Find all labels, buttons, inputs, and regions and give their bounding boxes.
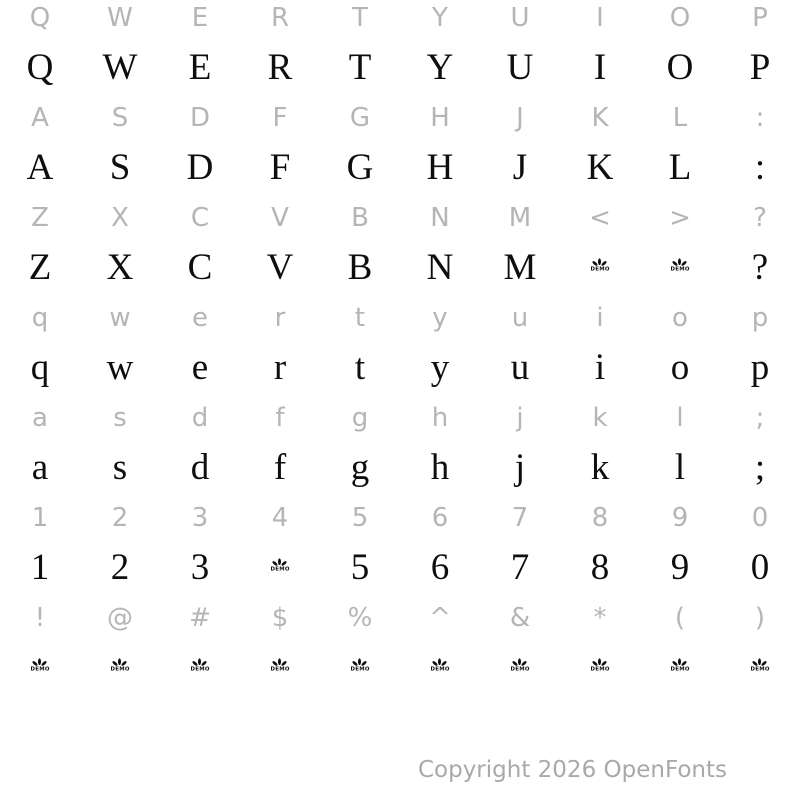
glyph-cell: Y (426, 46, 454, 88)
glyph-cell: e (192, 303, 208, 333)
demo-glyph-label: DEMO (510, 666, 530, 673)
glyph-cell: : (754, 146, 766, 188)
glyph-cell: L (672, 103, 688, 133)
glyph-cell: M (503, 246, 537, 288)
demo-restricted-glyph (560, 240, 640, 294)
demo-glyph-label: DEMO (590, 266, 610, 273)
glyph-cell: D (189, 103, 211, 133)
glyph-cell: % (347, 603, 373, 633)
glyph-cell: < (589, 203, 611, 233)
lowercase-top-row-demo-font-row (0, 340, 800, 394)
demo-restricted-glyph (720, 640, 800, 694)
glyph-cell: l (676, 403, 684, 433)
glyph-cell: $ (271, 603, 289, 633)
glyph-cell: 3 (191, 503, 209, 533)
glyph-cell: o (670, 346, 690, 388)
glyph-cell: K (591, 103, 609, 133)
glyph-cell: > (669, 203, 691, 233)
glyph-cell: L (668, 146, 692, 188)
lowercase-top-row-fallback-preview-row (0, 298, 800, 338)
demo-glyph (664, 658, 696, 676)
glyph-cell: I (593, 46, 607, 88)
glyph-cell: N (430, 203, 450, 233)
glyph-cell: : (755, 103, 765, 133)
glyph-cell: B (351, 203, 369, 233)
uppercase-bottom-row-demo-font-row (0, 240, 800, 294)
glyph-cell: T (352, 3, 368, 33)
glyph-cell: k (592, 403, 608, 433)
glyph-cell: 6 (431, 503, 449, 533)
glyph-cell: j (516, 403, 524, 433)
glyph-cell: u (511, 303, 529, 333)
glyph-cell: g (351, 403, 369, 433)
glyph-cell: 1 (31, 503, 49, 533)
glyph-cell: y (430, 346, 450, 388)
glyph-cell: B (347, 246, 373, 288)
glyph-cell: 9 (670, 546, 690, 588)
glyph-cell: 5 (351, 503, 369, 533)
glyph-cell: U (506, 46, 534, 88)
demo-glyph (264, 558, 296, 576)
glyph-cell: 6 (430, 546, 450, 588)
glyph-cell: i (596, 303, 604, 333)
uppercase-home-row-demo-font-row (0, 140, 800, 194)
demo-restricted-glyph (400, 640, 480, 694)
demo-restricted-glyph (480, 640, 560, 694)
demo-glyph (264, 658, 296, 676)
demo-glyph (344, 658, 376, 676)
glyph-cell: Q (26, 46, 54, 88)
glyph-cell: ? (751, 246, 769, 288)
glyph-cell: p (750, 346, 770, 388)
uppercase-bottom-row-fallback-preview-row (0, 198, 800, 238)
demo-glyph (584, 258, 616, 276)
glyph-cell: V (266, 246, 294, 288)
digits-row-fallback-preview-row (0, 498, 800, 538)
glyph-cell: X (106, 246, 134, 288)
demo-restricted-glyph (320, 640, 400, 694)
glyph-cell: H (426, 146, 454, 188)
glyph-cell: h (431, 403, 449, 433)
demo-glyph-label: DEMO (30, 666, 50, 673)
glyph-cell: ! (34, 603, 46, 633)
demo-restricted-glyph (560, 640, 640, 694)
glyph-cell: ( (674, 603, 686, 633)
band-lowercase-top-row (0, 300, 800, 400)
glyph-cell: I (596, 3, 604, 33)
glyph-cell: E (188, 46, 212, 88)
demo-glyph-label: DEMO (270, 566, 290, 573)
demo-glyph-label: DEMO (270, 666, 290, 673)
demo-glyph (744, 658, 776, 676)
glyph-cell: a (32, 403, 48, 433)
glyph-cell: p (751, 303, 769, 333)
glyph-cell: W (107, 3, 133, 33)
glyph-cell: V (271, 203, 289, 233)
glyph-cell: a (31, 446, 49, 488)
glyph-cell: D (186, 146, 214, 188)
glyph-cell: r (274, 303, 286, 333)
demo-restricted-glyph (640, 640, 720, 694)
glyph-cell: * (593, 603, 607, 633)
glyph-cell: E (191, 3, 209, 33)
demo-glyph (584, 658, 616, 676)
demo-glyph (504, 658, 536, 676)
uppercase-home-row-fallback-preview-row (0, 98, 800, 138)
glyph-cell: 5 (350, 546, 370, 588)
band-symbols-row (0, 600, 800, 700)
demo-glyph (424, 658, 456, 676)
glyph-cell: g (350, 446, 370, 488)
glyph-cell: l (674, 446, 686, 488)
glyph-cell: F (272, 103, 288, 133)
demo-glyph-label: DEMO (430, 666, 450, 673)
glyph-cell: @ (107, 603, 133, 633)
glyph-cell: R (270, 3, 290, 33)
glyph-cell: # (189, 603, 211, 633)
symbols-row-demo-font-row (0, 640, 800, 694)
glyph-cell: O (669, 3, 691, 33)
demo-restricted-glyph (160, 640, 240, 694)
glyph-cell: d (191, 403, 209, 433)
glyph-cell: q (31, 303, 49, 333)
glyph-cell: W (102, 46, 138, 88)
glyph-cell: 7 (511, 503, 529, 533)
demo-restricted-glyph (0, 640, 80, 694)
band-uppercase-top-row (0, 0, 800, 100)
glyph-cell: ) (754, 603, 766, 633)
demo-glyph-label: DEMO (350, 666, 370, 673)
glyph-cell: G (346, 146, 374, 188)
glyph-cell: t (354, 346, 366, 388)
glyph-cell: y (432, 303, 448, 333)
glyph-cell: d (190, 446, 210, 488)
glyph-cell: 0 (751, 503, 769, 533)
glyph-cell: Q (29, 3, 51, 33)
glyph-cell: h (430, 446, 450, 488)
glyph-cell: o (672, 303, 688, 333)
glyph-cell: A (26, 146, 54, 188)
glyph-cell: k (590, 446, 610, 488)
glyph-cell: j (514, 446, 526, 488)
demo-restricted-glyph (640, 240, 720, 294)
lowercase-home-row-demo-font-row (0, 440, 800, 494)
glyph-cell: w (109, 303, 131, 333)
symbols-row-fallback-preview-row (0, 598, 800, 638)
glyph-cell: S (111, 103, 129, 133)
glyph-cell: P (752, 3, 768, 33)
glyph-cell: Z (28, 246, 52, 288)
demo-restricted-glyph (240, 640, 320, 694)
demo-glyph (184, 658, 216, 676)
glyph-cell: G (349, 103, 371, 133)
band-digits-row (0, 500, 800, 600)
demo-glyph-label: DEMO (110, 666, 130, 673)
glyph-cell: J (516, 103, 524, 133)
glyph-cell: 1 (30, 546, 50, 588)
glyph-cell: 9 (671, 503, 689, 533)
glyph-cell: u (510, 346, 530, 388)
glyph-cell: X (111, 203, 129, 233)
glyph-cell: r (273, 346, 287, 388)
glyph-cell: A (31, 103, 49, 133)
glyph-cell: 0 (750, 546, 770, 588)
glyph-cell: M (508, 203, 532, 233)
demo-glyph-label: DEMO (750, 666, 770, 673)
uppercase-top-row-fallback-preview-row (0, 0, 800, 38)
glyph-cell: 2 (111, 503, 129, 533)
glyph-cell: O (666, 46, 694, 88)
glyph-cell: f (275, 403, 285, 433)
glyph-cell: H (430, 103, 450, 133)
glyph-cell: N (426, 246, 454, 288)
uppercase-top-row-demo-font-row (0, 40, 800, 94)
glyph-cell: R (267, 46, 293, 88)
glyph-cell: 8 (591, 503, 609, 533)
glyph-cell: 4 (271, 503, 289, 533)
glyph-cell: s (112, 446, 128, 488)
glyph-cell: C (190, 203, 210, 233)
demo-glyph (664, 258, 696, 276)
glyph-cell: s (113, 403, 127, 433)
glyph-cell: Z (31, 203, 49, 233)
glyph-cell: 8 (590, 546, 610, 588)
glyph-cell: U (510, 3, 530, 33)
demo-glyph-label: DEMO (670, 266, 690, 273)
glyph-cell: P (749, 46, 771, 88)
glyph-cell: e (191, 346, 209, 388)
demo-restricted-glyph (80, 640, 160, 694)
glyph-cell: C (187, 246, 213, 288)
glyph-cell: ? (753, 203, 767, 233)
glyph-cell: F (269, 146, 291, 188)
demo-glyph (24, 658, 56, 676)
demo-restricted-glyph (240, 540, 320, 594)
band-uppercase-bottom-row (0, 200, 800, 300)
glyph-cell: ; (754, 446, 766, 488)
glyph-cell: Y (432, 3, 448, 33)
digits-row-demo-font-row (0, 540, 800, 594)
copyright-text: Copyright 2026 OpenFonts (417, 757, 727, 783)
demo-glyph-label: DEMO (670, 666, 690, 673)
glyph-cell: i (594, 346, 606, 388)
glyph-cell: T (348, 46, 372, 88)
demo-glyph-label: DEMO (590, 666, 610, 673)
glyph-cell: 2 (110, 546, 130, 588)
glyph-cell: 3 (190, 546, 210, 588)
glyph-cell: ; (755, 403, 765, 433)
band-lowercase-home-row (0, 400, 800, 500)
glyph-cell: w (106, 346, 134, 388)
glyph-cell: 7 (510, 546, 530, 588)
glyph-cell: t (354, 303, 366, 333)
band-uppercase-home-row (0, 100, 800, 200)
glyph-cell: q (30, 346, 50, 388)
glyph-cell: f (273, 446, 287, 488)
demo-glyph-label: DEMO (190, 666, 210, 673)
glyph-cell: J (512, 146, 528, 188)
demo-glyph (104, 658, 136, 676)
glyph-cell: & (509, 603, 531, 633)
glyph-cell: S (109, 146, 131, 188)
lowercase-home-row-fallback-preview-row (0, 398, 800, 438)
glyph-cell: K (586, 146, 614, 188)
glyph-cell: ^ (429, 603, 451, 633)
